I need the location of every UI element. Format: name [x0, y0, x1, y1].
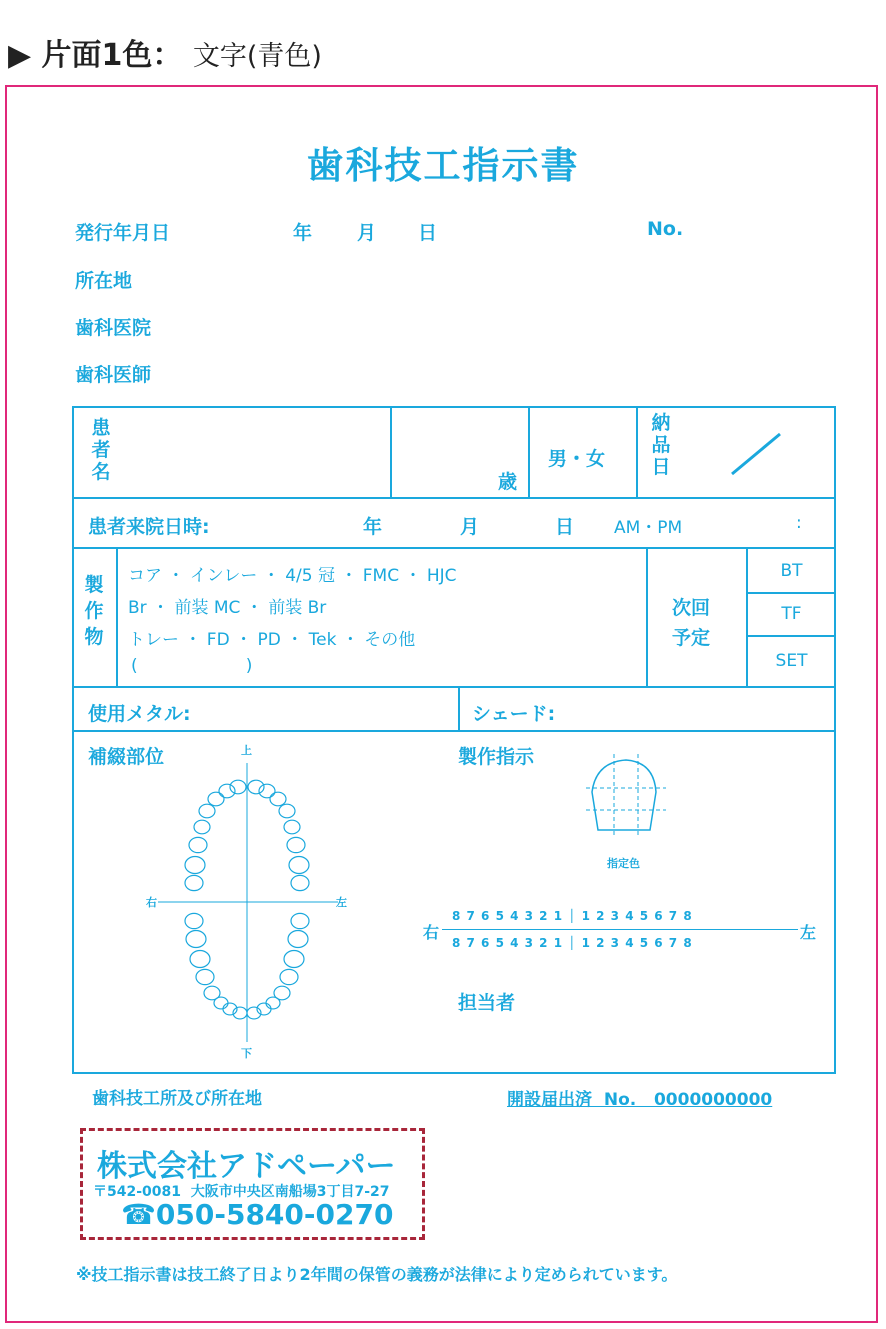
issue-day: 日 [418, 222, 438, 244]
upper-label: 上 [241, 744, 252, 757]
storage-note: ※技工指示書は技工終了日より2年間の保管の義務が法律により定められています。 [76, 1265, 678, 1284]
visit-month: 月 [460, 516, 480, 538]
form-title: 歯科技工指示書 [306, 144, 580, 187]
product-line-1: コア ・ インレー ・ 4/5 冠 ・ FMC ・ HJC [128, 566, 457, 586]
visit-ampm: AM・PM [614, 518, 683, 538]
person-in-charge-label: 担当者 [458, 992, 516, 1014]
age-label: 歳 [498, 471, 518, 493]
dental-chart [150, 755, 350, 1050]
instruction-label: 製作指示 [458, 746, 535, 768]
company-name: 株式会社アドペーパー [97, 1149, 396, 1184]
issue-year: 年 [293, 222, 313, 244]
upper-tooth-row: 8 7 6 5 4 3 2 1 │ 1 2 3 4 5 6 7 8 [452, 909, 693, 923]
header-sub: 文字(青色) [192, 41, 322, 72]
sex-label: 男・女 [548, 448, 606, 470]
issue-date-label: 発行年月日 [75, 222, 171, 244]
date-slash-line [728, 430, 784, 478]
company-address: 〒542-0081 大阪市中央区南船場3丁目7-27 [93, 1184, 390, 1200]
play-icon: ▶ [8, 38, 32, 73]
issue-month: 月 [357, 222, 377, 244]
metal-label: 使用メタル: [88, 703, 191, 725]
issue-no: No. [647, 218, 684, 240]
chart-right-label: 右 [423, 923, 440, 942]
shade-label: シェード: [472, 703, 556, 725]
company-stamp [80, 1128, 425, 1240]
visit-year: 年 [363, 516, 383, 538]
dentist-label: 歯科医師 [75, 364, 152, 386]
lower-tooth-row: 8 7 6 5 4 3 2 1 │ 1 2 3 4 5 6 7 8 [452, 936, 693, 950]
patient-name-label: 患 者 名 [91, 417, 111, 483]
repair-site-label: 補綴部位 [88, 746, 165, 768]
left-label: 左 [336, 896, 347, 909]
tf-label: TF [781, 604, 802, 624]
visit-label: 患者来院日時: [88, 516, 210, 538]
product-label: 製 作 物 [84, 574, 104, 648]
next-schedule-label-2: 予定 [672, 627, 711, 649]
set-label: SET [775, 651, 808, 671]
shade-color-label: 指定色 [607, 857, 640, 870]
visit-day: 日 [555, 516, 575, 538]
chart-left-label: 左 [800, 923, 817, 942]
header-main: 片面1色： [41, 38, 183, 73]
page-header [8, 30, 322, 74]
address-label: 所在地 [75, 270, 133, 292]
product-other-paren: ( ) [131, 656, 253, 676]
visit-colon: : [796, 513, 802, 533]
clinic-label: 歯科医院 [75, 317, 152, 339]
registration-number: 開設届出済 No. 0000000000 [507, 1090, 773, 1110]
crown-diagram [584, 752, 668, 842]
bt-label: BT [780, 561, 803, 581]
phone-icon: ☎ [121, 1198, 156, 1231]
lab-address-label: 歯科技工所及び所在地 [92, 1089, 262, 1109]
lower-label: 下 [241, 1047, 252, 1060]
product-line-3: トレー ・ FD ・ PD ・ Tek ・ その他 [128, 630, 416, 650]
delivery-date-label: 納 品 日 [651, 412, 671, 478]
product-line-2: Br ・ 前装 MC ・ 前装 Br [128, 598, 327, 618]
company-phone: ☎050-5840-0270 [121, 1198, 394, 1231]
tooth-divider [442, 929, 798, 930]
right-label: 右 [146, 896, 157, 909]
next-schedule-label-1: 次回 [672, 597, 711, 619]
